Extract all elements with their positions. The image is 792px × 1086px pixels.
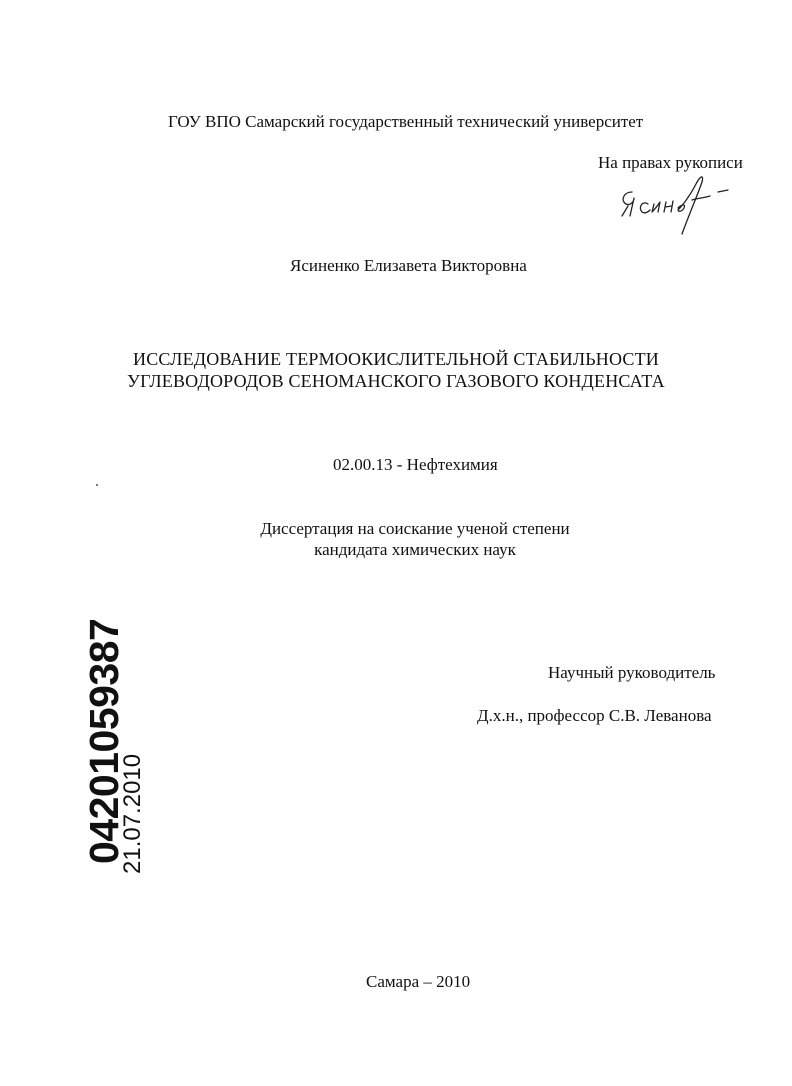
title-line-1: ИССЛЕДОВАНИЕ ТЕРМООКИСЛИТЕЛЬНОЙ СТАБИЛЬНОСТИ — [133, 349, 659, 369]
manuscript-rights-note: На правах рукописи — [598, 153, 743, 172]
specialty-code: 02.00.13 - Нефтехимия — [333, 455, 498, 474]
dissertation-title — [0, 348, 792, 392]
handwritten-signature — [612, 170, 752, 242]
degree-line-2: кандидата химических наук — [314, 540, 516, 559]
registration-stamp — [24, 618, 146, 874]
scan-speck — [96, 484, 98, 486]
author-name: Ясиненко Елизавета Викторовна — [290, 256, 527, 275]
degree-line-1: Диссертация на соискание ученой степени — [260, 519, 570, 538]
city-year: Самара – 2010 — [366, 972, 471, 991]
supervisor-name: Д.х.н., профессор С.В. Леванова — [477, 706, 712, 725]
supervisor-label: Научный руководитель — [548, 663, 716, 682]
stamp-date: 21.07.2010 — [119, 753, 146, 874]
stamp-number: 04201059387 — [81, 618, 127, 864]
title-line-2: УГЛЕВОДОРОДОВ СЕНОМАНСКОГО ГАЗОВОГО КОНДЕНСАТА — [127, 371, 665, 391]
university-name: ГОУ ВПО Самарский государственный технический университет — [168, 112, 644, 131]
degree-statement — [230, 518, 600, 560]
